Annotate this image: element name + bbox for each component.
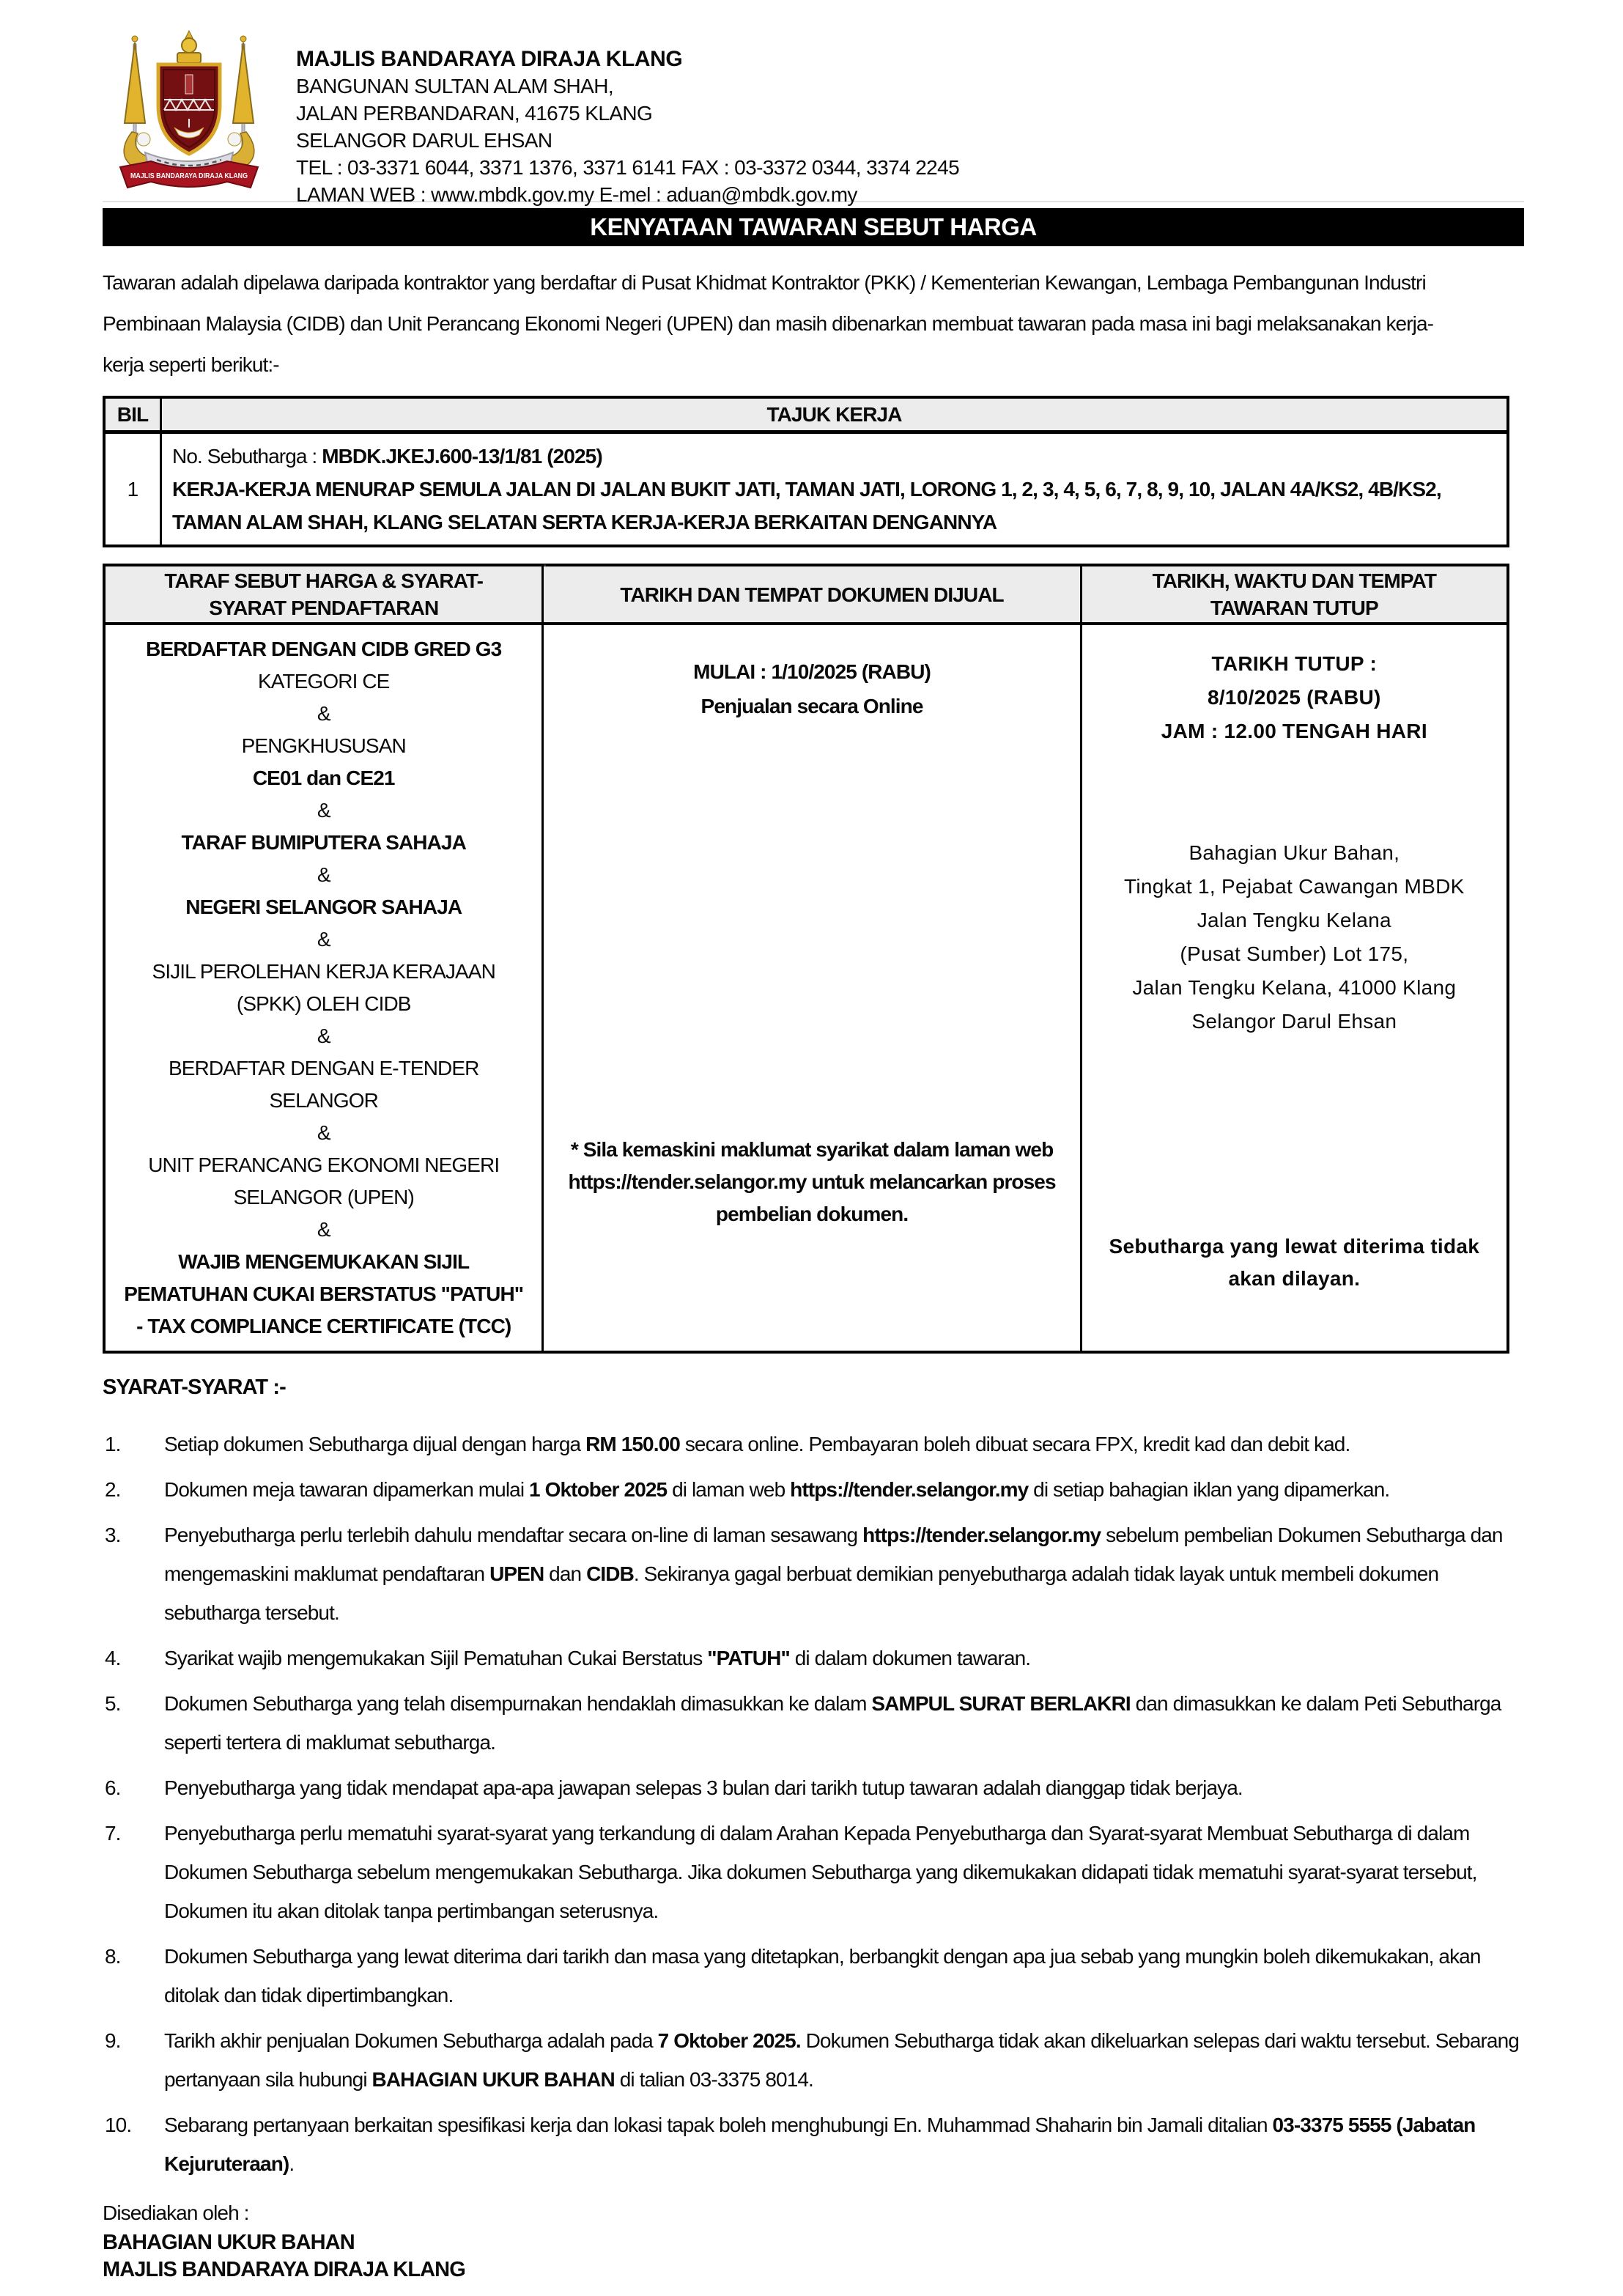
pennant-right-icon (233, 43, 254, 123)
col-header-bil: BIL (106, 399, 162, 434)
sale-method: Penjualan secara Online (700, 695, 923, 717)
condition-item (103, 2021, 1524, 2099)
pennant-finial-right-icon (240, 36, 246, 42)
condition-item (103, 1814, 1524, 1930)
info-cell-tawaran-tutup (1082, 625, 1506, 1351)
update-note: * Sila kemaskini maklumat syarikat dalam laman web https://tender.selangor.my untuk melancarkan proses pembelian dokumen. (568, 1138, 1056, 1225)
address-line: SELANGOR DARUL EHSAN (296, 129, 552, 152)
item-number: 10. (105, 2114, 132, 2136)
requirement-line: & (317, 1025, 330, 1047)
job-table (103, 396, 1509, 547)
prepared-by-label: Disediakan oleh : (103, 2201, 249, 2224)
item-number: 6. (105, 1776, 121, 1799)
info-cell-dokumen-dijual (544, 625, 1082, 1351)
requirement-line: BERDAFTAR DENGAN CIDB GRED G3 (146, 638, 502, 660)
item-text: Penyebutharga perlu mematuhi syarat-syarat yang terkandung di dalam Arahan Kepada Penyebutharga dan Syarat-syarat Membuat Sebutharga di dalam Dokumen Sebutharga sebelum mengemukakan Sebutharga. Jika dokumen Sebutharga yang dikemukakan didapati tidak mematuhi syarat-syarat tersebut, Dokumen itu akan ditolak tanpa pertimbangan seterusnya. (164, 1822, 1477, 1922)
address-line: Tingkat 1, Pejabat Cawangan MBDK (1124, 875, 1465, 898)
flower-right-icon (228, 133, 241, 146)
sale-start-date: MULAI : 1/10/2025 (RABU) (693, 660, 931, 683)
intro-line: Pembinaan Malaysia (CIDB) dan Unit Perancang Ekonomi Negeri (UPEN) dan masih dibenarkan membuat tawaran pada masa ini bagi melaksanakan kerja- (103, 312, 1434, 335)
crown-dome-icon (182, 38, 196, 53)
item-number: 1. (105, 1433, 121, 1455)
requirement-line: & (317, 799, 330, 822)
item-text: Penyebutharga yang tidak mendapat apa-apa jawapan selepas 3 bulan dari tarikh tutup tawaran adalah dianggap tidak berjaya. (164, 1776, 1243, 1799)
info-header-tawaran-tutup: TARIKH, WAKTU DAN TEMPAT TAWARAN TUTUP (1082, 566, 1506, 625)
info-cell-taraf (106, 625, 544, 1351)
item-text: Penyebutharga perlu terlebih dahulu mendaftar secara on-line di laman sesawang https://tender.selangor.my sebelum pembelian Dokumen Sebutharga dan mengemaskini maklumat pendaftaran UPEN dan CIDB. Sekiranya gagal berbuat demikian penyebutharga adalah tidak layak untuk membeli dokumen sebutharga tersebut. (164, 1524, 1503, 1624)
intro-line: kerja seperti berikut:- (103, 353, 279, 376)
item-text: Dokumen Sebutharga yang telah disempurnakan hendaklah dimasukkan ke dalam SAMPUL SURAT BERLAKRI dan dimasukkan ke dalam Peti Sebutharga seperti tertera di maklumat sebutharga. (164, 1692, 1501, 1754)
address-line: (Pusat Sumber) Lot 175, (1180, 942, 1409, 965)
requirement-line: KATEGORI CE (258, 670, 390, 693)
conditions-list (103, 1425, 1524, 2183)
job-row-number: 1 (106, 434, 162, 545)
item-number: 3. (105, 1524, 121, 1546)
item-number: 7. (105, 1822, 121, 1845)
item-text: Tarikh akhir penjualan Dokumen Sebutharga adalah pada 7 Oktober 2025. Dokumen Sebutharga tidak akan dikeluarkan selepas dari waktu tersebut. Sebarang pertanyaan sila hubungi BAHAGIAN UKUR BAHAN di talian 03-3375 8014. (164, 2029, 1519, 2091)
item-text: Dokumen Sebutharga yang lewat diterima dari tarikh dan masa yang ditetapkan, berbangkit dengan apa jua sebab yang mungkin boleh dikemukakan, akan ditolak dan tidak dipertimbangkan. (164, 1945, 1481, 2007)
info-header-taraf: TARAF SEBUT HARGA & SYARAT-SYARAT PENDAFTARAN (106, 566, 544, 625)
requirement-line: BERDAFTAR DENGAN E-TENDER SELANGOR (168, 1057, 479, 1112)
requirement-line: & (317, 1218, 330, 1241)
mbdk-crest-logo (103, 29, 276, 192)
stray-mark: . (542, 549, 548, 571)
org-address (296, 73, 959, 154)
info-table (103, 564, 1509, 1354)
notice-title-bar: KENYATAAN TAWARAN SEBUT HARGA (103, 208, 1524, 246)
prepared-by-dept: BAHAGIAN UKUR BAHAN (103, 2231, 355, 2254)
requirement-line: CE01 dan CE21 (252, 767, 395, 789)
info-header-dokumen-dijual: TARIKH DAN TEMPAT DOKUMEN DIJUAL (544, 566, 1082, 625)
job-title: KERJA-KERJA MENURAP SEMULA JALAN DI JALAN BUKIT JATI, TAMAN JATI, LORONG 1, 2, 3, 4, 5, 6, 7, 8, 9, 10, JALAN 4A/KS2, 4B/KS2, TAMAN ALAM SHAH, KLANG SELATAN SERTA KERJA-KERJA BERKAITAN DENGANNYA (172, 478, 1441, 534)
address-line: Jalan Tengku Kelana, 41000 Klang (1132, 976, 1457, 999)
item-text: Dokumen meja tawaran dipamerkan mulai 1 Oktober 2025 di laman web https://tender.selangor.my di setiap bahagian iklan yang dipamerkan. (164, 1478, 1390, 1501)
item-number: 5. (105, 1692, 121, 1715)
requirement-line: & (317, 928, 330, 950)
address-line: Jalan Tengku Kelana (1197, 909, 1391, 931)
requirement-line: SIJIL PEROLEHAN KERJA KERAJAAN (SPKK) OLEH CIDB (152, 960, 495, 1015)
ribbon-text: MAJLIS BANDARAYA DIRAJA KLANG (130, 172, 248, 180)
item-text: Syarikat wajib mengemukakan Sijil Pematuhan Cukai Berstatus "PATUH" di dalam dokumen tawaran. (164, 1647, 1031, 1669)
requirement-line: & (317, 702, 330, 725)
submission-address (1097, 836, 1492, 1038)
org-web-email: LAMAN WEB : www.mbdk.gov.my E-mel : aduan@mbdk.gov.my (296, 183, 857, 206)
crown-base-icon (177, 53, 201, 63)
condition-item (103, 1639, 1524, 1677)
item-number: 4. (105, 1647, 121, 1669)
requirement-line: & (317, 1121, 330, 1144)
closing-line: JAM : 12.00 TENGAH HARI (1161, 720, 1427, 742)
intro-line: Tawaran adalah dipelawa daripada kontraktor yang berdaftar di Pusat Khidmat Kontraktor (PKK) / Kementerian Kewangan, Lembaga Pembangunan Industri (103, 271, 1426, 294)
flower-left-icon (137, 133, 150, 146)
requirement-line: PENGKHUSUSAN (241, 734, 406, 757)
pennant-left-icon (125, 43, 145, 123)
pennant-finial-left-icon (132, 36, 138, 42)
closing-line: TARIKH TUTUP : (1211, 652, 1378, 675)
requirement-line: WAJIB MENGEMUKAKAN SIJIL PEMATUHAN CUKAI BERSTATUS "PATUH" - TAX COMPLIANCE CERTIFICATE (TCC) (124, 1250, 524, 1337)
crown-finial-icon (185, 31, 193, 38)
condition-item (103, 1768, 1524, 1807)
item-text: Sebarang pertanyaan berkaitan spesifikasi kerja dan lokasi tapak boleh menghubungi En. Muhammad Shaharin bin Jamali ditalian 03-3375 5555 (Jabatan Kejuruteraan). (164, 2114, 1476, 2175)
closing-datetime (1097, 647, 1492, 748)
prepared-by-org: MAJLIS BANDARAYA DIRAJA KLANG (103, 2258, 465, 2281)
requirement-line: & (317, 863, 330, 886)
conditions-heading: SYARAT-SYARAT :- (103, 1376, 286, 1399)
requirement-line: UNIT PERANCANG EKONOMI NEGERI SELANGOR (UPEN) (148, 1153, 500, 1208)
col-header-tajuk-kerja: TAJUK KERJA (162, 399, 1506, 434)
item-number: 9. (105, 2029, 121, 2052)
letterhead (103, 29, 1524, 206)
late-submission-note: Sebutharga yang lewat diterima tidak akan dilayan. (1109, 1235, 1480, 1290)
prepared-by-block (103, 2199, 1524, 2284)
intro-paragraph (103, 262, 1524, 385)
quotation-ref: No. Sebutharga : MBDK.JKEJ.600-13/1/81 (2025) (172, 445, 602, 468)
condition-item (103, 1516, 1524, 1632)
requirement-line: NEGERI SELANGOR SAHAJA (185, 896, 462, 918)
minaret-icon (185, 75, 193, 94)
address-line: Selangor Darul Ehsan (1191, 1010, 1397, 1033)
item-number: 8. (105, 1945, 121, 1968)
address-line: BANGUNAN SULTAN ALAM SHAH, (296, 75, 614, 97)
item-text: Setiap dokumen Sebutharga dijual dengan harga RM 150.00 secara online. Pembayaran boleh dibuat secara FPX, kredit kad dan debit kad. (164, 1433, 1350, 1455)
org-name: MAJLIS BANDARAYA DIRAJA KLANG (296, 47, 683, 71)
job-row-details (162, 434, 1506, 545)
address-line: Bahagian Ukur Bahan, (1188, 841, 1400, 864)
condition-item (103, 2105, 1524, 2183)
org-phone-fax: TEL : 03-3371 6044, 3371 1376, 3371 6141 FAX : 03-3372 0344, 3374 2245 (296, 156, 960, 179)
condition-item (103, 1937, 1524, 2015)
sale-start (563, 654, 1060, 723)
item-number: 2. (105, 1478, 121, 1501)
condition-item (103, 1684, 1524, 1762)
condition-item (103, 1470, 1524, 1509)
letterhead-text (296, 29, 959, 208)
condition-item (103, 1425, 1524, 1463)
closing-line: 8/10/2025 (RABU) (1207, 686, 1381, 709)
requirement-line: TARAF BUMIPUTERA SAHAJA (181, 831, 466, 854)
address-line: JALAN PERBANDARAN, 41675 KLANG (296, 102, 653, 125)
